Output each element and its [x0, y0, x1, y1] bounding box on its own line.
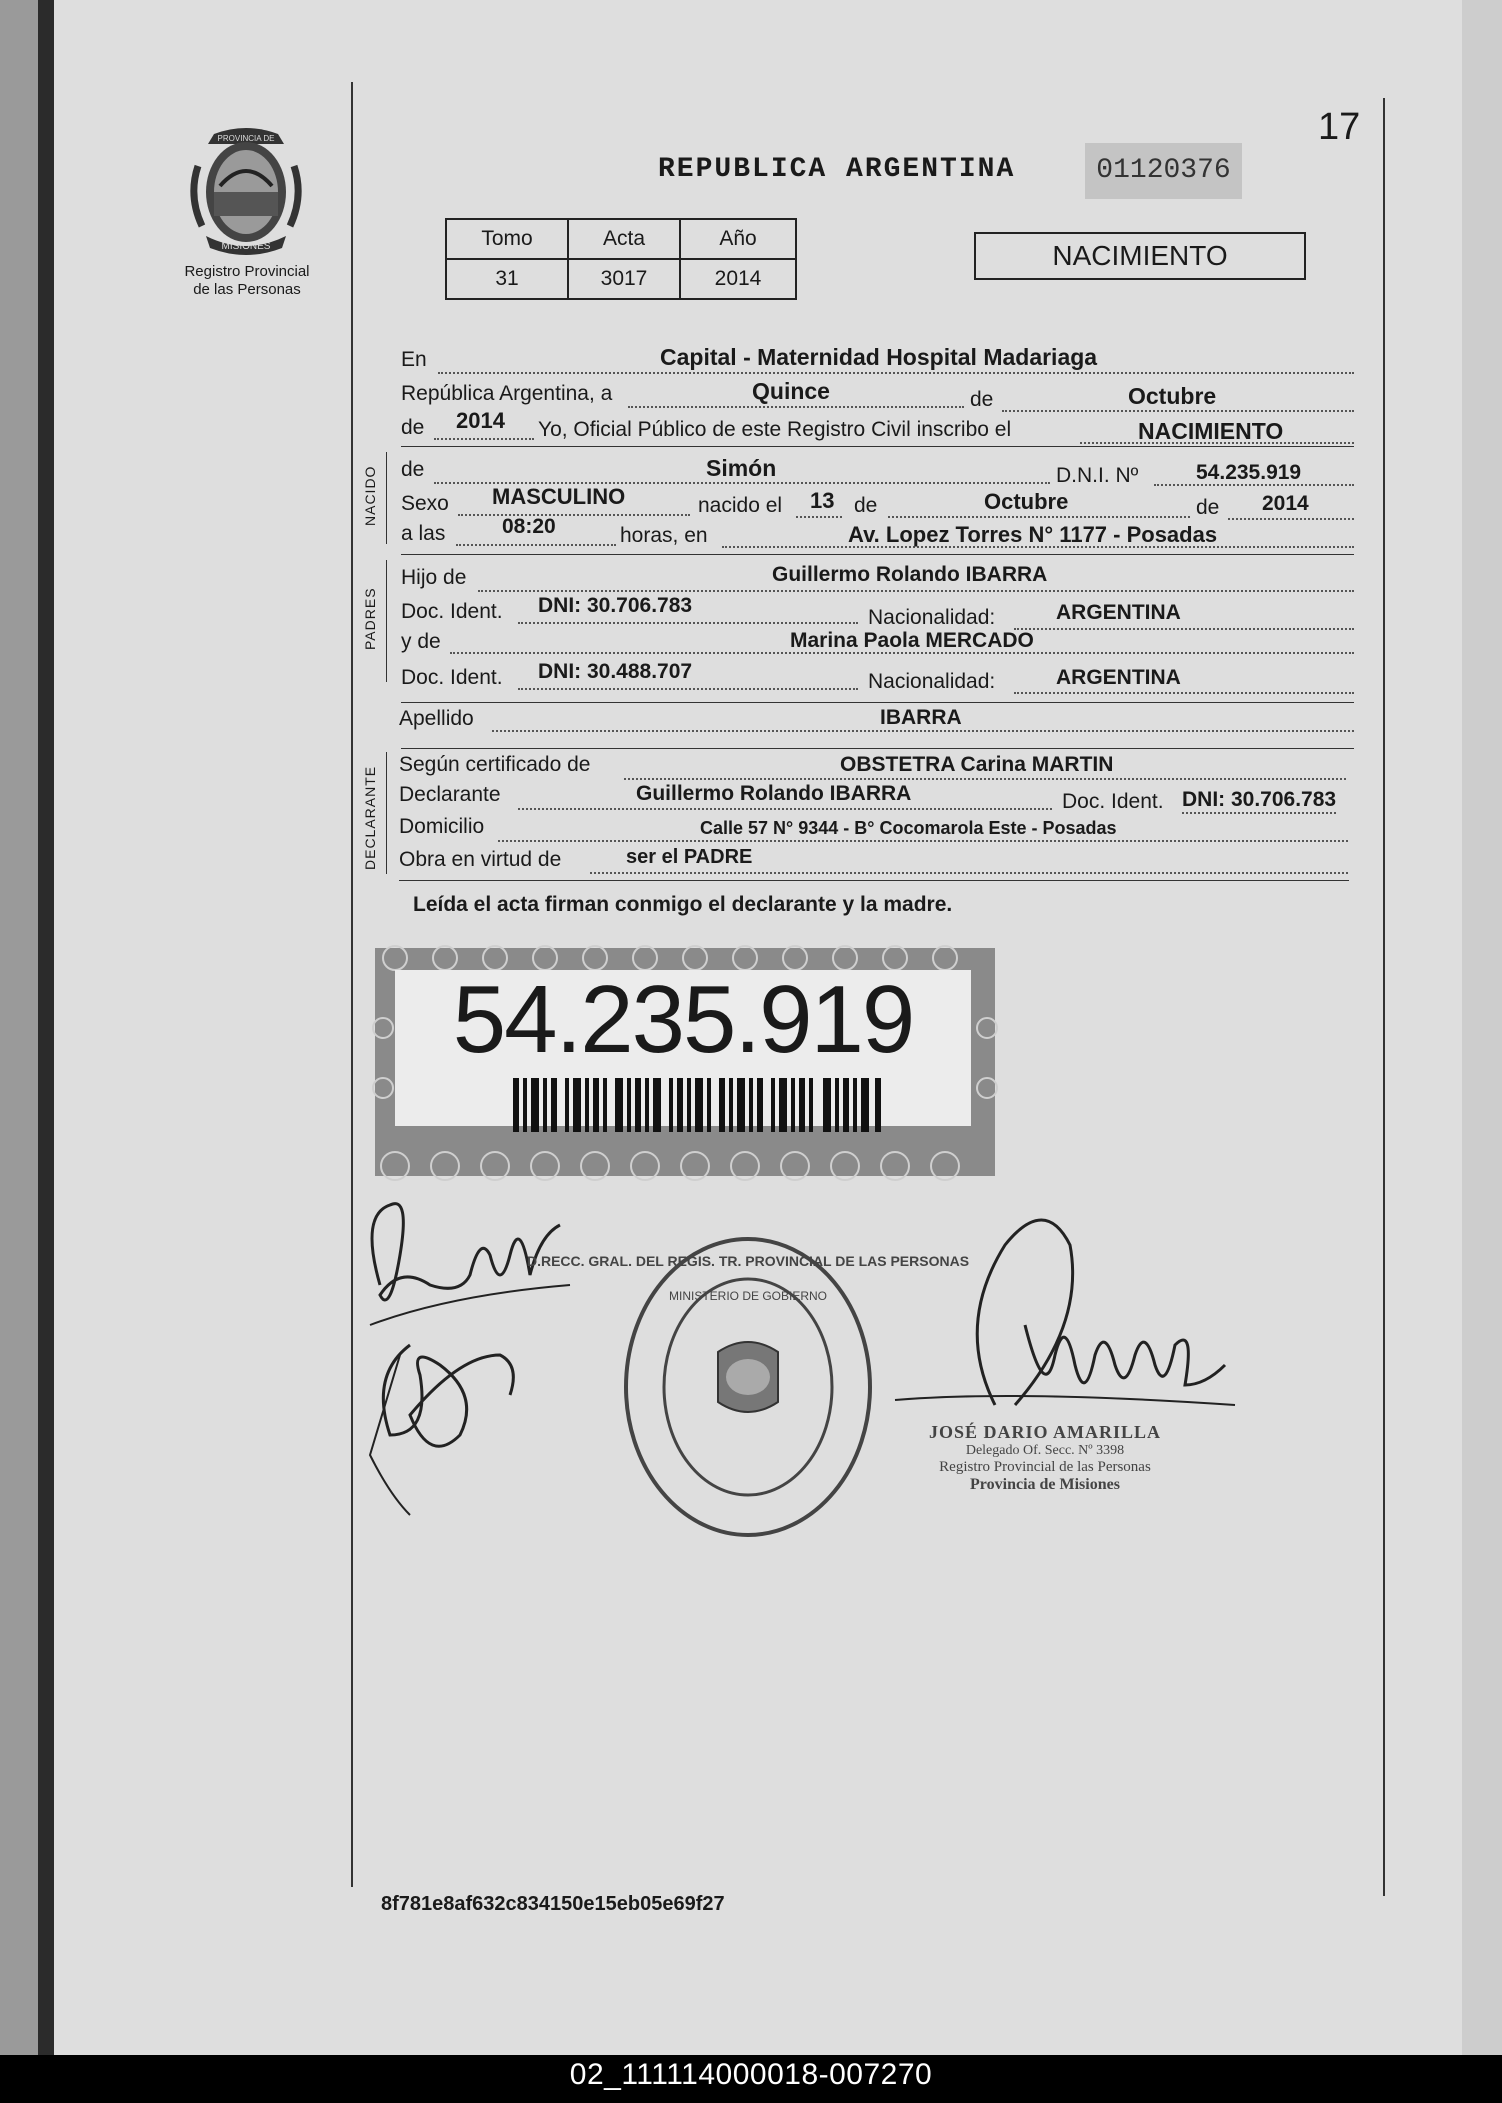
section-divider	[401, 748, 1354, 749]
label-nacido-el: nacido el	[698, 494, 783, 517]
dotted-line	[1002, 410, 1354, 412]
table-cell-tomo: 31	[446, 259, 568, 299]
label-hijo-de: Hijo de	[401, 566, 467, 589]
seal-inner-text: MINISTERIO DE GOBIERNO	[668, 1289, 828, 1303]
birth-time-value: 08:20	[502, 515, 556, 538]
label-de-month: de	[854, 494, 878, 517]
mother-name-value: Marina Paola MERCADO	[790, 629, 1034, 652]
label-de-name: de	[401, 458, 425, 481]
statement-text: Yo, Oficial Público de este Registro Civil inscribo el	[538, 418, 1012, 441]
section-label-declarante: DECLARANTE	[362, 765, 378, 870]
section-divider	[401, 554, 1354, 555]
signer-block	[880, 1422, 1210, 1494]
dotted-line	[1014, 628, 1354, 630]
dotted-line	[518, 688, 858, 690]
file-id-label: 02_111114000018-007270	[569, 2058, 933, 2091]
sexo-value: MASCULINO	[492, 484, 626, 509]
svg-text:MINISTERIO DE GOBIERNO	[669, 1289, 827, 1303]
apellido-value: IBARRA	[880, 706, 962, 729]
birth-day-value: 13	[810, 488, 835, 513]
page-number: 17	[1318, 106, 1361, 148]
label-obra: Obra en virtud de	[399, 848, 562, 871]
year-value: 2014	[456, 408, 505, 433]
label-apellido: Apellido	[399, 707, 474, 730]
label-de-year2: de	[1196, 496, 1220, 519]
mother-nationality-value: ARGENTINA	[1056, 666, 1181, 689]
birth-month-value: Octubre	[984, 489, 1069, 514]
obra-value: ser el PADRE	[626, 846, 753, 868]
label-doc-ident: Doc. Ident.	[401, 600, 503, 623]
dotted-line	[624, 778, 1346, 780]
logo-caption-line: Registro Provincial	[184, 263, 310, 280]
certificado-value: OBSTETRA Carina MARTIN	[840, 753, 1114, 776]
label-dni: D.N.I. Nº	[1056, 464, 1139, 487]
child-name-value: Simón	[706, 455, 777, 481]
label-de-year: de	[401, 416, 425, 439]
dotted-line	[518, 808, 1052, 810]
label-de: de	[970, 388, 994, 411]
dotted-line	[518, 622, 858, 624]
table-cell-acta: 3017	[568, 259, 680, 299]
dni-sticker	[375, 948, 995, 1176]
document-hash: 8f781e8af632c834150e15eb05e69f27	[381, 1893, 725, 1915]
dni-sticker-number: 54.235.919	[452, 966, 914, 1073]
province-coat-of-arms-icon	[184, 126, 308, 260]
registry-table	[445, 218, 797, 300]
label-en: En	[401, 348, 427, 371]
section-bar	[386, 452, 387, 544]
section-label-padres: PADRES	[362, 587, 378, 650]
scan-edge	[38, 0, 54, 2055]
dni-sticker-inner	[395, 966, 971, 1126]
certificate-type-box: NACIMIENTO	[974, 232, 1306, 280]
birth-place-value: Av. Lopez Torres N° 1177 - Posadas	[848, 522, 1218, 547]
scan-border-right	[1462, 0, 1502, 2055]
label-sexo: Sexo	[401, 492, 449, 515]
day-value: Quince	[752, 378, 830, 404]
child-dni-value: 54.235.919	[1196, 461, 1302, 484]
dotted-line	[438, 372, 1354, 374]
section-divider	[401, 446, 1354, 447]
country-title: REPUBLICA ARGENTINA	[658, 154, 1016, 185]
logo-caption-line: de las Personas	[193, 281, 301, 298]
logo-caption	[170, 263, 324, 299]
table-cell-ano: 2014	[680, 259, 796, 299]
label-a-las: a las	[401, 522, 446, 545]
mother-doc-value: DNI: 30.488.707	[538, 660, 693, 683]
declarante-doc-value: DNI: 30.706.783	[1182, 788, 1336, 814]
month-value: Octubre	[1128, 383, 1217, 409]
dotted-line	[1228, 518, 1354, 520]
label-certificado: Según certificado de	[399, 753, 591, 776]
label-doc-ident-declarante: Doc. Ident.	[1062, 790, 1164, 813]
dotted-line	[434, 438, 534, 440]
label-domicilio: Domicilio	[399, 815, 485, 838]
signer-role: Delegado Of. Secc. Nº 3398	[965, 1443, 1125, 1458]
section-divider	[399, 880, 1349, 881]
label-horas: horas, en	[620, 524, 708, 547]
section-bar	[386, 752, 387, 874]
dotted-line	[498, 840, 1348, 842]
section-bar	[386, 560, 387, 682]
signer-name: JOSÉ DARIO AMARILLA	[928, 1422, 1162, 1442]
table-header-acta: Acta	[568, 219, 680, 259]
event-value: NACIMIENTO	[1138, 418, 1284, 444]
birth-year-value: 2014	[1262, 492, 1309, 515]
dotted-line	[590, 872, 1348, 874]
signature-official	[895, 1205, 1255, 1455]
scan-border	[0, 0, 38, 2055]
left-margin-line	[351, 82, 353, 1887]
label-republica: República Argentina, a	[401, 382, 613, 405]
signature-declarante	[350, 1195, 590, 1525]
dotted-line	[458, 514, 690, 516]
table-header-tomo: Tomo	[446, 219, 568, 259]
dotted-line	[478, 590, 1354, 592]
closing-note: Leída el acta firman conmigo el declarante y la madre.	[413, 893, 953, 916]
barcode-icon	[513, 1078, 885, 1132]
dotted-line	[492, 730, 1354, 732]
signer-province: Provincia de Misiones	[970, 1476, 1120, 1493]
father-nationality-value: ARGENTINA	[1056, 601, 1181, 624]
seal-outer-text: D.RECC. GRAL. DEL REGIS. TR. PROVINCIAL DE LAS PERSONAS	[526, 1253, 970, 1269]
label-nacionalidad: Nacionalidad:	[868, 670, 996, 693]
domicilio-value: Calle 57 N° 9344 - B° Cocomarola Este - Posadas	[700, 818, 1117, 838]
table-header-ano: Año	[680, 219, 796, 259]
right-margin-line	[1383, 98, 1385, 1896]
dotted-line	[796, 516, 842, 518]
signer-org: Registro Provincial de las Personas	[939, 1459, 1151, 1475]
label-y-de: y de	[401, 630, 441, 653]
label-nacionalidad: Nacionalidad:	[868, 606, 996, 629]
section-label-nacido: NACIDO	[362, 465, 378, 526]
dotted-line	[628, 406, 964, 408]
logo-bottom-text: MISIONES	[221, 241, 271, 252]
dotted-line	[456, 544, 616, 546]
father-doc-value: DNI: 30.706.783	[538, 594, 693, 617]
serial-number: 01120376	[1085, 143, 1242, 199]
dotted-line	[888, 516, 1190, 518]
dotted-line	[1014, 692, 1354, 694]
logo-top-text: PROVINCIA DE	[217, 134, 275, 143]
declarante-value: Guillermo Rolando IBARRA	[636, 782, 912, 805]
place-value: Capital - Maternidad Hospital Madariaga	[660, 344, 1098, 370]
section-divider	[401, 702, 1354, 703]
label-doc-ident: Doc. Ident.	[401, 666, 503, 689]
label-declarante: Declarante	[399, 783, 501, 806]
father-name-value: Guillermo Rolando IBARRA	[772, 563, 1048, 586]
official-seal-icon	[526, 1232, 970, 1542]
